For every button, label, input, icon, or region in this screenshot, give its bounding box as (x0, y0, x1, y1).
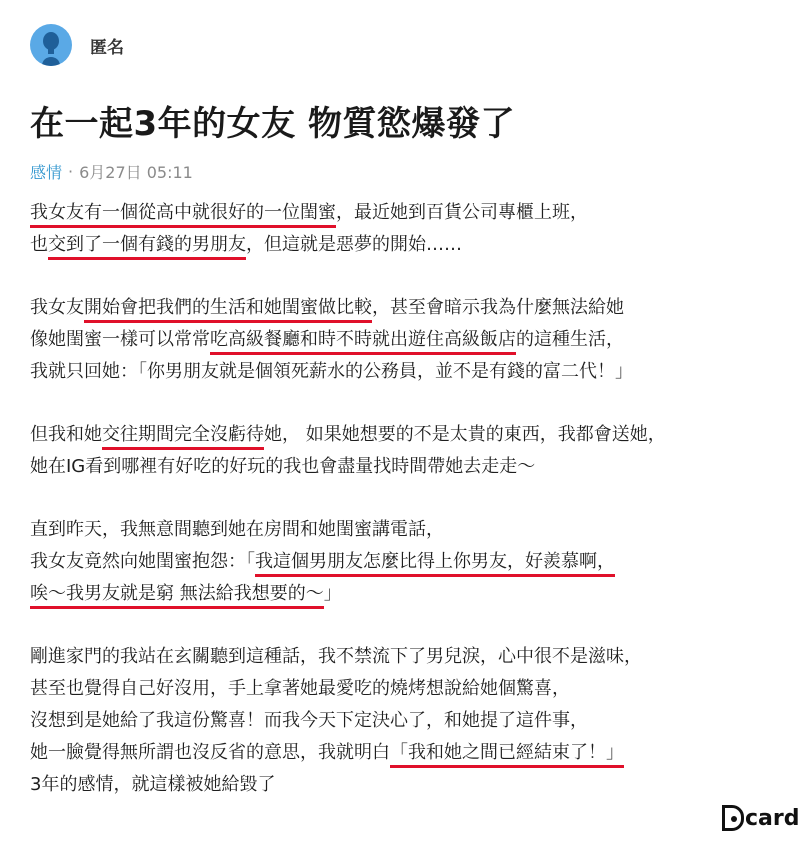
dcard-d-icon (722, 805, 744, 831)
body-text: 但我和她 (30, 424, 102, 445)
body-line (30, 673, 770, 705)
author-name[interactable]: 匿名 (90, 37, 124, 58)
body-text: 剛進家門的我站在玄關聽到這種話，我不禁流下了男兒淚，心中很不是滋味， (30, 646, 642, 667)
body-text: 3年的感情，就這樣被她給毀了 (30, 774, 276, 795)
meta-separator: · (68, 162, 74, 181)
body-line (30, 514, 770, 546)
forum-link[interactable]: 感情 (30, 163, 63, 182)
body-text: 我女友 (30, 297, 84, 318)
body-text: 我就只回她：「你男朋友就是個領死薪水的公務員，並不是有錢的富二代！」 (30, 361, 633, 382)
body-text: ，但這就是惡夢的開始…… (246, 234, 462, 255)
body-line (30, 451, 770, 483)
author-row (30, 24, 124, 66)
body-line (30, 229, 770, 261)
highlighted-text: 唉～我男友就是窮 無法給我想要的～ (30, 583, 324, 609)
body-line (30, 324, 770, 356)
dcard-logo (722, 805, 799, 831)
post-title: 在一起3年的女友 物質慾爆發了 (30, 104, 515, 144)
post-meta (30, 160, 193, 183)
highlighted-text: 我女友有一個從高中就很好的一位閨蜜 (30, 202, 336, 228)
body-line (30, 769, 770, 801)
post-body (30, 197, 770, 801)
post-date: 6月27日 05:11 (79, 163, 193, 182)
paragraph-gap (30, 610, 770, 641)
body-text: 甚至也覺得自己好沒用，手上拿著她最愛吃的燒烤想說給她個驚喜， (30, 678, 570, 699)
anonymous-user-icon[interactable] (30, 24, 72, 66)
body-line (30, 737, 770, 769)
body-text: 她， 如果她想要的不是太貴的東西，我都會送她， (264, 424, 666, 445)
body-line (30, 419, 770, 451)
body-line (30, 546, 770, 578)
body-line (30, 356, 770, 388)
body-text: 」 (323, 583, 342, 604)
avatar-silhouette (30, 24, 72, 66)
highlighted-text: 交到了一個有錢的男朋友 (48, 234, 246, 260)
body-text: 的這種生活， (516, 329, 624, 350)
body-text: ，甚至會暗示我為什麼無法給她 (372, 297, 624, 318)
highlighted-text: 吃高級餐廳和時不時就出遊住高級飯店 (210, 329, 516, 355)
body-text: 也 (30, 234, 48, 255)
highlighted-text: 交往期間完全沒虧待 (102, 424, 264, 450)
highlighted-text: 開始會把我們的生活和她閨蜜做比較 (84, 297, 372, 323)
body-text: 直到昨天，我無意間聽到她在房間和她閨蜜講電話， (30, 519, 444, 540)
body-line (30, 578, 770, 610)
body-text: 她一臉覺得無所謂也沒反省的意思，我就明白 (30, 742, 390, 763)
paragraph-gap (30, 388, 770, 419)
body-line (30, 705, 770, 737)
body-text: 她在IG看到哪裡有好吃的好玩的我也會盡量找時間帶她去走走～ (30, 456, 536, 477)
body-line (30, 641, 770, 673)
paragraph-gap (30, 483, 770, 514)
highlighted-text: 我這個男朋友怎麼比得上你男友，好羨慕啊， (255, 551, 615, 577)
body-text: ，最近她到百貨公司專櫃上班， (336, 202, 588, 223)
body-text: 沒想到是她給了我這份驚喜！而我今天下定決心了，和她提了這件事， (30, 710, 588, 731)
body-text: 我女友竟然向她閨蜜抱怨：「 (30, 551, 255, 572)
body-line (30, 292, 770, 324)
highlighted-text: 「我和她之間已經結束了！」 (390, 742, 624, 768)
body-line (30, 197, 770, 229)
body-text: 像她閨蜜一樣可以常常 (30, 329, 210, 350)
paragraph-gap (30, 261, 770, 292)
logo-wordmark: card (745, 805, 800, 831)
